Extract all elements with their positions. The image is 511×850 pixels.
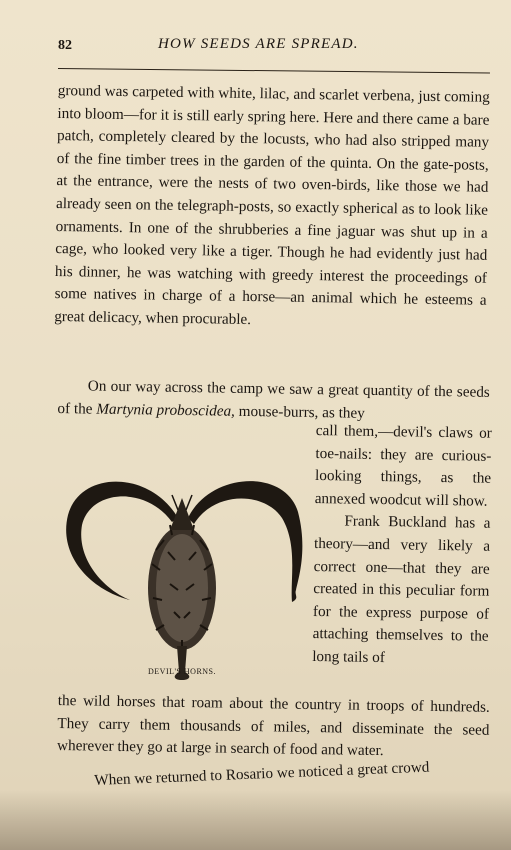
running-title: HOW SEEDS ARE SPREAD. [158, 36, 359, 52]
page-number: 82 [58, 38, 72, 53]
figure-caption: DEVIL'S HORNS. [148, 667, 216, 676]
paragraph-2-start: On our way across the camp we saw a great quantity of the seeds of the [57, 377, 490, 418]
header-rule [58, 68, 490, 74]
paragraph-2-rest: mouse-burrs, as they [234, 402, 365, 422]
side-paragraph-2: Frank Buckland has a theory—and very likely a correct one—that they are created in this peculiar form for the express purpose of attaching themselves to the long tails of [312, 512, 491, 667]
paragraph-1: ground was carpeted with white, lilac, and scarlet verbena, just coming into bloom—for it is still early spring here. Here and there came a bare patch, completely cleared by the locusts, who had also stripped many of the fine timber trees in the garden of the quinta. On the gate-posts, at the entrance, were the nests of two oven-birds, like those we had already seen on the telegraph-posts, so exactly spherical as to look like ornaments. In one of the shrubberies a fine jaguar was shut up in a cage, who looked very like a tiger. Though he had evidently just had his dinner, he was watching with greedy interest the proceedings of some natives in charge of a horse—an animal which he esteems a great delicacy, when procurable. [54, 81, 490, 328]
side-paragraph-1: call them,—devil's claws or toe-nails: they are curious-looking things, as the annexed woodcut will show. [314, 421, 492, 510]
pod-body [148, 495, 216, 650]
seed-pod-illustration [60, 440, 310, 685]
text-beside-figure [312, 420, 492, 671]
devils-horns-woodcut [60, 440, 310, 685]
text-block-bottom [57, 690, 490, 765]
species-name: Martynia proboscidea, [96, 400, 236, 420]
text-block-top [54, 80, 490, 335]
paragraph-2 [57, 375, 490, 427]
page-shadow [0, 790, 511, 850]
running-head [58, 36, 489, 58]
text-block-middle [57, 375, 490, 427]
paragraph-3: the wild horses that roam about the country in troops of hundreds. They carry them thousands of miles, and disseminate the seed wherever they go at large in search of food and water. [56, 691, 490, 760]
final-line: When we returned to Rosario we noticed a great crowd [94, 758, 430, 789]
